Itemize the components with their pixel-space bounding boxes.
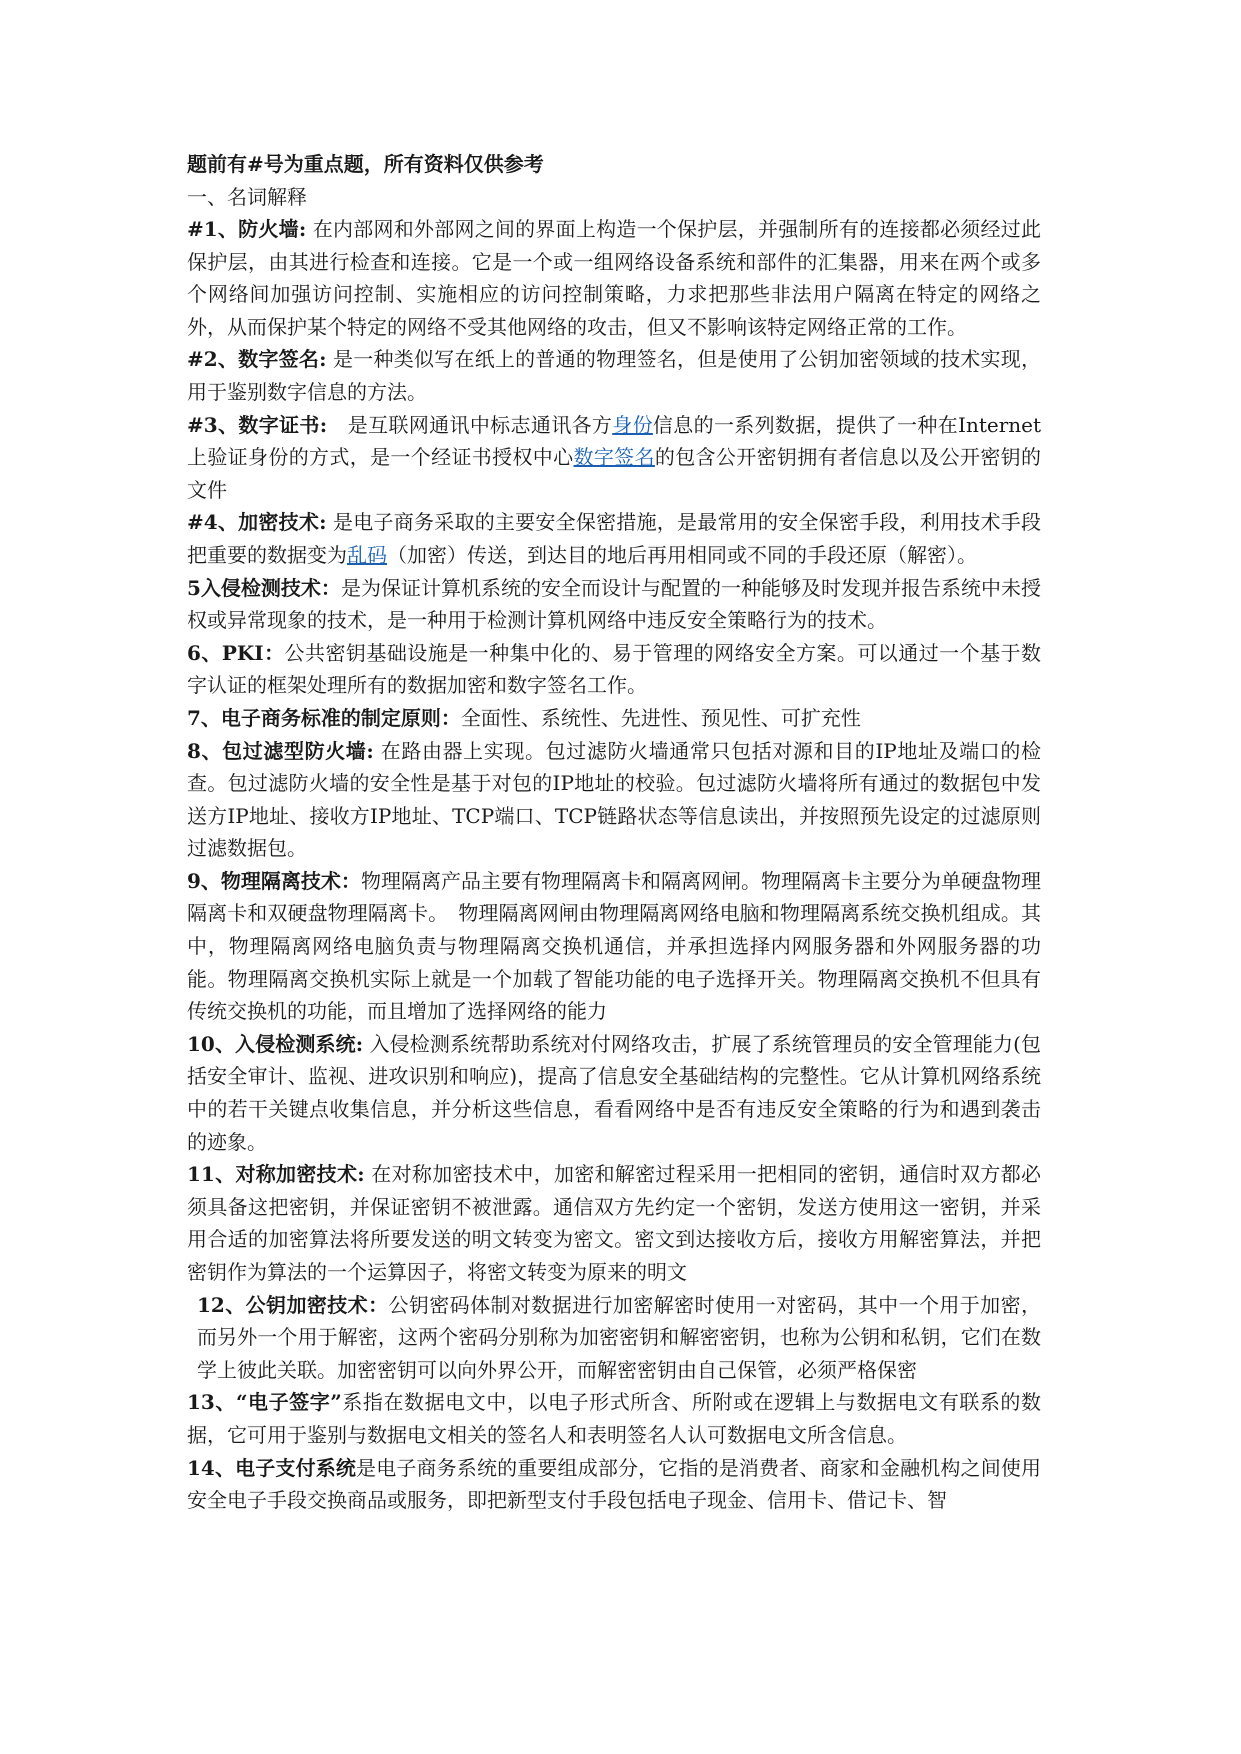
- entry-text: 公钥密码体制对数据进行加密解密时使用一对密码，其中一个用于加密，而另外一个用于解密，这两个密码分别称为加密密钥和解密密钥，也称为公钥和私钥，它们在数学上彼此关联。加密密钥可以向外界公开，而解密密钥由自己保管，必须严格保密: [197, 1292, 1041, 1382]
- entry-term: 10、入侵检测系统:: [187, 1031, 364, 1056]
- entry-symmetric-encryption: [187, 1158, 1041, 1288]
- entry-text: 全面性、系统性、先进性、预见性、可扩充性: [460, 705, 861, 730]
- digital-signature-link[interactable]: 数字签名: [573, 445, 655, 470]
- entry-term: 7、电子商务标准的制定原则：: [187, 705, 461, 730]
- entry-electronic-payment-system: [187, 1452, 1041, 1517]
- section-title: 一、名词解释: [187, 185, 307, 209]
- entry-text: 是电子商务系统的重要组成部分，它指的是消费者、商家和金融机构之间使用安全电子手段交换商品或服务，即把新型支付手段包括电子现金、信用卡、借记卡、智: [187, 1455, 1042, 1513]
- document-header: 题前有#号为重点题，所有资料仅供参考: [187, 152, 544, 176]
- entry-physical-isolation: [187, 865, 1041, 1028]
- entry-text: 入侵检测系统帮助系统对付网络攻击，扩展了系统管理员的安全管理能力(包括安全审计、监视、进攻识别和响应)，提高了信息安全基础结构的完整性。它从计算机网络系统中的若干关键点收集信息，并分析这些信息，看看网络中是否有违反安全策略的行为和遇到袭击的迹象。: [187, 1031, 1041, 1154]
- entry-text: 是电子商务采取的主要安全保密措施，是最常用的安全保密手段，利用技术手段把重要的数据变为: [187, 510, 1042, 567]
- entry-term: #2、数字签名:: [187, 347, 327, 372]
- entry-text: 公共密钥基础设施是一种集中化的、易于管理的网络安全方案。可以通过一个基于数字认证的框架处理所有的数据加密和数字签名工作。: [187, 640, 1041, 698]
- entry-digital-signature: [187, 343, 1041, 408]
- entry-packet-filter-firewall: [187, 735, 1041, 865]
- garbled-code-link[interactable]: 乱码: [347, 542, 387, 567]
- entry-pki: [187, 637, 1041, 702]
- entry-intrusion-detection-system: [187, 1028, 1041, 1158]
- entry-term: 13、“电子签字”: [187, 1390, 342, 1415]
- entry-electronic-signature: [187, 1386, 1041, 1451]
- entry-term: #3、数字证书:: [187, 412, 328, 437]
- entry-ecommerce-standards: [187, 702, 1041, 735]
- entry-text: 是互联网通讯中标志通讯各方: [327, 412, 613, 437]
- entry-text: 系指在数据电文中，以电子形式所含、所附或在逻辑上与数据电文有联系的数据，它可用于鉴别与数据电文相关的签名人和表明签名人认可数据电文所含信息。: [187, 1390, 1041, 1447]
- entry-term: 9、物理隔离技术：: [187, 868, 361, 893]
- entry-text: 的包含公开密钥拥有者信息以及公开密钥的文件: [187, 445, 1042, 502]
- entry-firewall: [187, 213, 1041, 343]
- entry-encryption-technology: [187, 506, 1041, 571]
- entry-term: 12、公钥加密技术：: [197, 1292, 389, 1317]
- entry-text: 在内部网和外部网之间的界面上构造一个保护层，并强制所有的连接都必须经过此保护层，由其进行检查和连接。它是一个或一组网络设备系统和部件的汇集器，用来在两个或多个网络间加强访问控制、实施相应的访问控制策略，力求把那些非法用户隔离在特定的网络之外，从而保护某个特定的网络不受其他网络的攻击，但又不影响该特定网络正常的工作。: [187, 217, 1042, 339]
- entry-term: 5入侵检测技术：: [187, 575, 341, 600]
- entry-digital-certificate: [187, 409, 1041, 507]
- entry-text: 是一种类似写在纸上的普通的物理签名，但是使用了公钥加密领域的技术实现，用于鉴别数字信息的方法。: [187, 347, 1042, 404]
- entry-text: 在路由器上实现。包过滤防火墙通常只包括对源和目的IP地址及端口的检查。包过滤防火墙的安全性是基于对包的IP地址的校验。包过滤防火墙将所有通过的数据包中发送方IP地址、接收方IP地址、TCP端口、TCP链路状态等信息读出，并按照预先设定的过滤原则过滤数据包。: [187, 738, 1041, 861]
- entry-text: 是为保证计算机系统的安全而设计与配置的一种能够及时发现并报告系统中未授权或异常现象的技术，是一种用于检测计算机网络中违反安全策略行为的技术。: [187, 575, 1042, 633]
- entry-term: 6、PKI：: [187, 640, 285, 665]
- entry-public-key-encryption: [187, 1289, 1041, 1387]
- entry-text: 物理隔离产品主要有物理隔离卡和隔离网闸。物理隔离卡主要分为单硬盘物理隔离卡和双硬盘物理隔离卡。 物理隔离网闸由物理隔离网络电脑和物理隔离系统交换机组成。其中，物理隔离网络电脑负责与物理隔离交换机通信，并承担选择内网服务器和外网服务器的功能。物理隔离交换机实际上就是一个加载了智能功能的电子选择开关。物理隔离交换机不但具有传统交换机的功能，而且增加了选择网络的能力: [187, 868, 1041, 1024]
- entry-text: 信息的一系列数据，提供了一种在Internet上验证身份的方式，是一个经证书授权中心: [187, 412, 1042, 470]
- entry-text: 在对称加密技术中，加密和解密过程采用一把相同的密钥，通信时双方都必须具备这把密钥，并保证密钥不被泄露。通信双方先约定一个密钥，发送方使用这一密钥，并采用合适的加密算法将所要发送的明文转变为密文。密文到达接收方后，接收方用解密算法，并把密钥作为算法的一个运算因子，将密文转变为原来的明文: [187, 1162, 1041, 1284]
- entry-text: （加密）传送，到达目的地后再用相同或不同的手段还原（解密）。: [387, 542, 977, 567]
- entry-intrusion-detection-technology: [187, 572, 1041, 637]
- entry-term: #4、加密技术:: [187, 510, 327, 535]
- entry-term: #1、防火墙:: [187, 217, 307, 241]
- entry-term: 14、电子支付系统: [187, 1455, 357, 1480]
- entry-term: 8、包过滤型防火墙:: [187, 738, 374, 763]
- identity-link[interactable]: 身份: [612, 412, 653, 437]
- entry-term: 11、对称加密技术:: [187, 1162, 365, 1187]
